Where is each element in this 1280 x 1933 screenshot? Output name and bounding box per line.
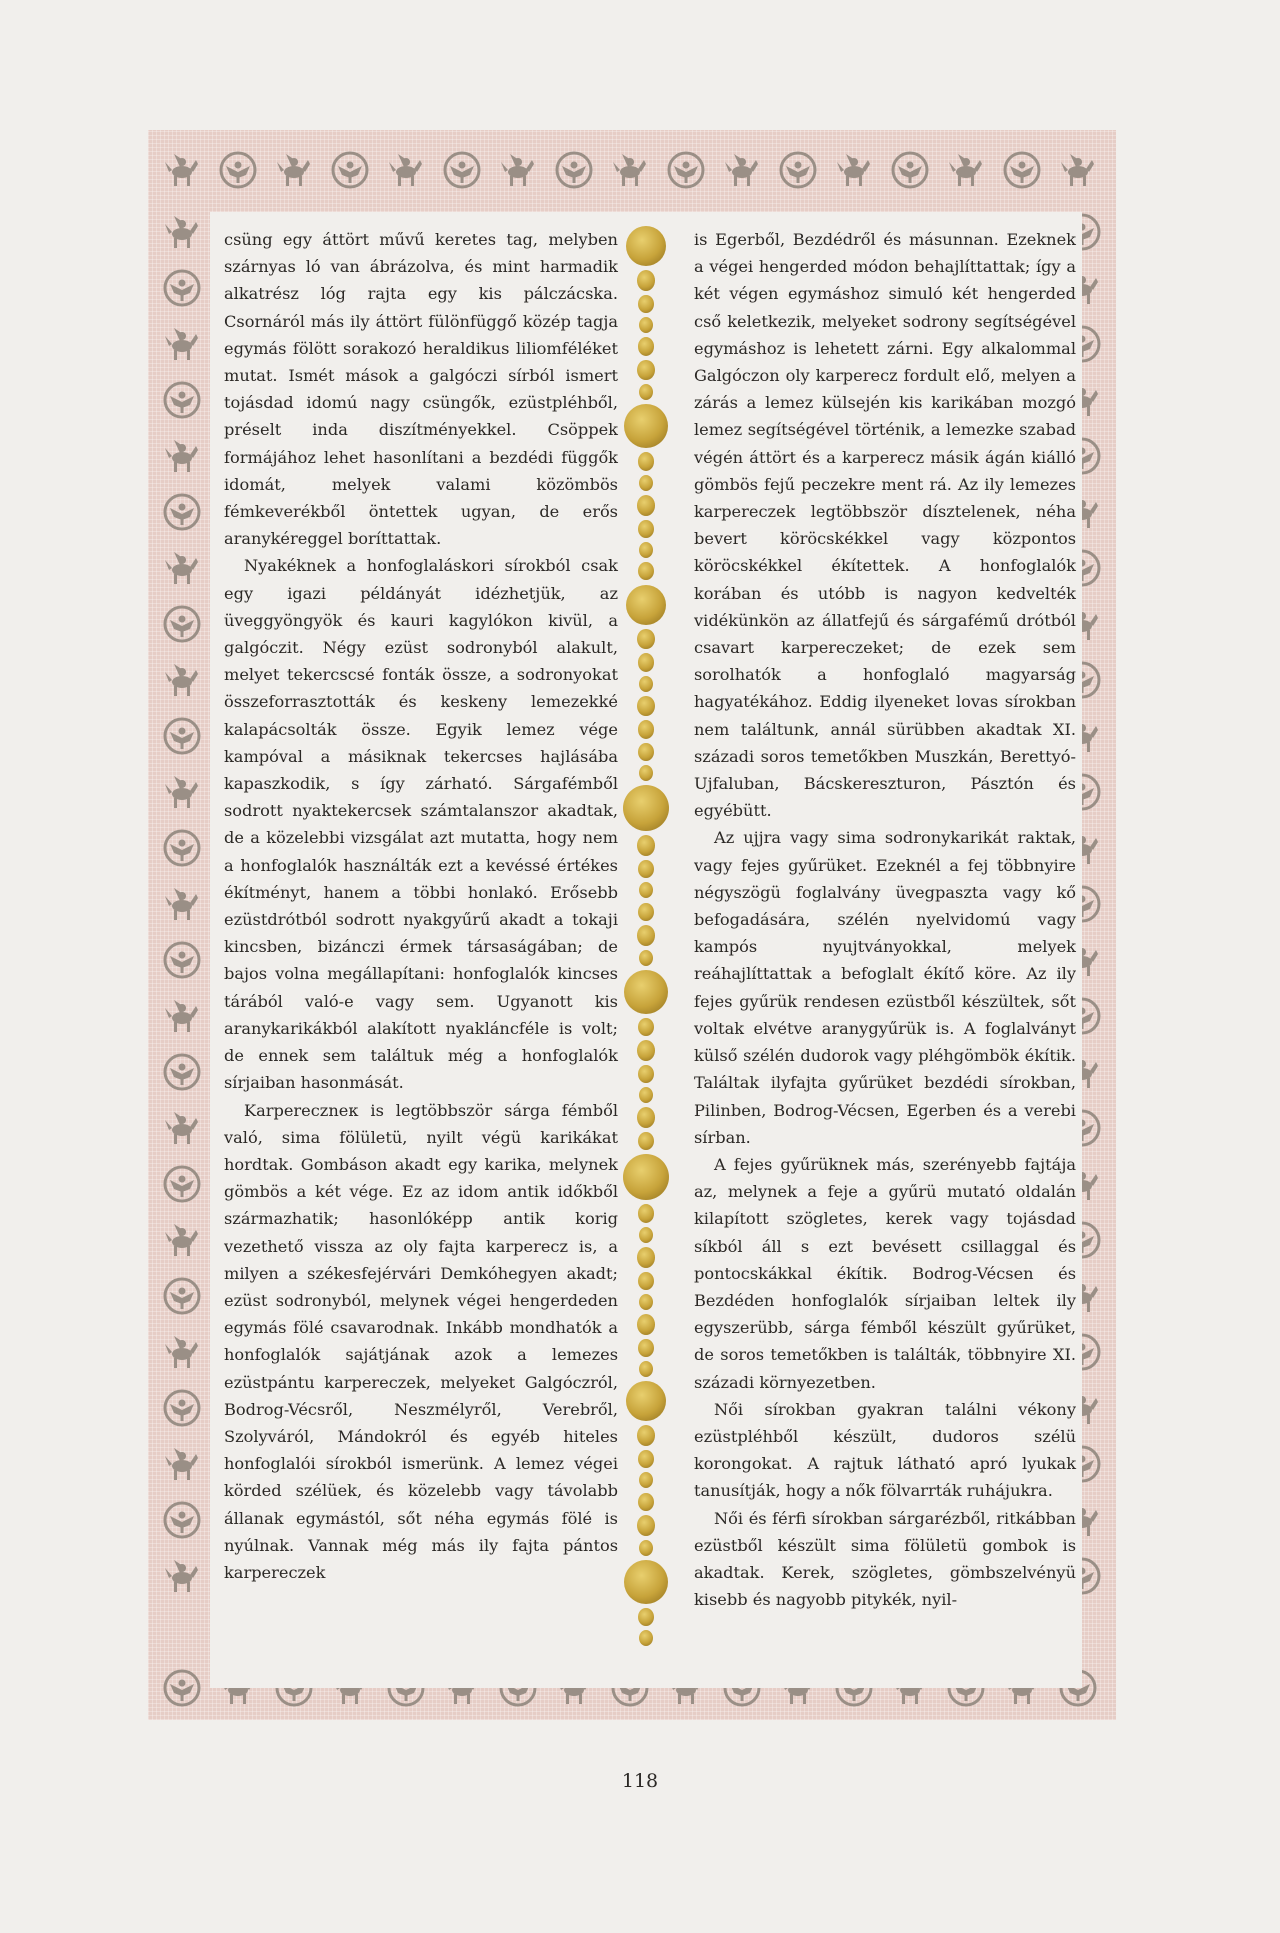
winged-horse-icon <box>160 1330 204 1374</box>
gold-bead <box>624 970 668 1014</box>
gold-bead <box>638 1272 654 1290</box>
gold-bead <box>637 1107 655 1128</box>
winged-horse-icon <box>160 546 204 590</box>
gold-bead <box>624 1560 668 1604</box>
winged-horse-icon <box>1056 148 1100 192</box>
gold-bead <box>637 360 655 381</box>
gold-bead <box>638 1065 654 1083</box>
gold-bead <box>637 495 655 516</box>
gold-bead <box>626 1381 666 1421</box>
gold-bead <box>626 585 666 625</box>
eagle-medallion-icon <box>888 148 932 192</box>
winged-horse-icon <box>496 148 540 192</box>
gold-bead <box>639 384 653 400</box>
right-paragraph-2: Az ujjra vagy sima sodronykarikát raktak, vagy fejes gyűrüket. Ezeknél a fej többnyire négyszögü foglalvány üvegpaszta vagy kő befogadására, szélén nyelvidomú vagy kampós nyujtványokkal, melyek reáhajlíttattak a befoglalt ékítő köre. Az ily fejes gyűrük rendesen ezüstből készültek, sőt voltak elvétve aranygyűrük is. A foglalványt külső szélén dudorok vagy pléhgömbök ékítik. Találtak ilyfajta gyűrüket bezdédi sírokban, Pilinben, Bodrog-Vécsen, Egerben és a verebi sírban. <box>694 828 1076 1147</box>
eagle-medallion-icon <box>160 1386 204 1430</box>
winged-horse-icon <box>720 148 764 192</box>
winged-horse-icon <box>160 1442 204 1486</box>
gold-bead <box>639 1540 653 1556</box>
winged-horse-icon <box>384 148 428 192</box>
winged-horse-icon <box>160 658 204 702</box>
gold-bead <box>639 950 653 966</box>
eagle-medallion-icon <box>160 1274 204 1318</box>
eagle-medallion-icon <box>160 714 204 758</box>
winged-horse-icon <box>832 148 876 192</box>
gold-bead <box>637 629 655 650</box>
eagle-medallion-icon <box>160 378 204 422</box>
eagle-medallion-icon <box>160 1498 204 1542</box>
eagle-medallion-icon <box>1000 148 1044 192</box>
gold-bead <box>638 337 654 355</box>
left-column <box>224 226 618 1586</box>
eagle-medallion-icon <box>160 1050 204 1094</box>
right-paragraph-5: Női és férfi sírokban sárgarézből, ritkábban ezüstből készült sima fölületü gombok is akadtak. Kerek, szögletes, gömbszelvényü kisebb és nagyobb pitykék, nyil- <box>694 1508 1076 1610</box>
gold-bead <box>623 1154 669 1200</box>
eagle-medallion-icon <box>160 1162 204 1206</box>
eagle-medallion-icon <box>440 148 484 192</box>
gold-bead <box>637 270 655 291</box>
gold-bead <box>637 925 655 946</box>
gold-bead <box>638 562 654 580</box>
eagle-medallion-icon <box>776 148 820 192</box>
eagle-medallion-icon <box>216 148 260 192</box>
eagle-medallion-icon <box>664 148 708 192</box>
eagle-medallion-icon <box>160 490 204 534</box>
gold-bead <box>638 1493 654 1511</box>
gold-bead <box>639 882 653 898</box>
gold-bead <box>639 1361 653 1377</box>
eagle-medallion-icon <box>160 266 204 310</box>
gold-bead <box>638 720 654 738</box>
gold-bead <box>638 1132 654 1150</box>
eagle-medallion-icon <box>160 826 204 870</box>
gold-bead <box>639 317 653 333</box>
gold-bead <box>639 542 653 558</box>
eagle-medallion-icon <box>552 148 596 192</box>
winged-horse-icon <box>160 770 204 814</box>
eagle-medallion-icon <box>160 938 204 982</box>
gold-bead <box>637 1314 655 1335</box>
gold-bead <box>626 226 666 266</box>
gold-bead <box>637 1425 655 1446</box>
gold-bead <box>639 1087 653 1103</box>
gold-bead <box>639 1227 653 1243</box>
gold-bead <box>637 1515 655 1536</box>
eagle-medallion-icon <box>160 1666 204 1710</box>
gold-bead <box>638 1608 654 1626</box>
gold-bead <box>638 653 654 671</box>
gold-bead <box>639 1294 653 1310</box>
winged-horse-icon <box>160 1218 204 1262</box>
winged-horse-icon <box>160 1106 204 1150</box>
gold-bead <box>638 295 654 313</box>
gold-bead <box>638 1204 654 1222</box>
gold-bead <box>637 835 655 856</box>
gold-bead <box>637 1247 655 1268</box>
winged-horse-icon <box>160 994 204 1038</box>
gold-bead <box>639 1630 653 1646</box>
gold-bead <box>638 860 654 878</box>
gold-bead <box>623 785 669 831</box>
right-paragraph-3: A fejes gyűrüknek más, szerényebb fajtája az, melynek a feje a gyűrü mutató oldalán kilapított szögletes, kerek vagy tojásdad síkból áll s ezt bevésett csillaggal és pontocskákkal ékítik. Bodrog-Vécsen és Bezdéden honfoglalók sírjaiban leltek ily egyszerübb, sárga fémből készült gyűrüket, de soros temetőkben is találták, többnyire XI. századi környezetben. <box>694 1154 1076 1392</box>
gold-bead <box>639 1472 653 1488</box>
gold-bead <box>638 1018 654 1036</box>
right-paragraph-1: is Egerből, Bezdédről és másunnan. Ezeknek a végei hengerded módon behajlíttattak; így a két végen egymáshoz simuló két hengerded cső keletkezik, melyeket sodrony segítségével egymáshoz is lehetett zárni. Egy alkalommal Galgóczon oly karperecz fordult elő, melyen a zárás a lemez külsején kis karikában mozgó lemez segítségével történik, a lemezke szabad végén áttört és a karperecz másik ágán kiálló gömbös fejű peczekre ment rá. Az ily lemezes karpereczek legtöbbször dísztelenek, néha bevert köröcskékkel vagy központos köröcskékkel ékítettek. A honfoglalók korában és utóbb is nagyon kedvelték vidékünkön az állatfejű és sárgafémű drótból csavart karpereczeket; de ezek sem sorolhatók a honfoglaló magyarság hagyatékához. Eddig ilyeneket lovas sírokban nem találtunk, annál sürübben akadtak XI. századi soros temetőkben Muszkán, Berettyó-Ujfaluban, Bácskereszturon, Pásztón és egyébütt. <box>694 230 1076 821</box>
winged-horse-icon <box>160 1554 204 1598</box>
gold-bead <box>638 452 654 470</box>
eagle-medallion-icon <box>160 602 204 646</box>
left-paragraph-2: Nyakéknek a honfoglaláskori sírokból csak egy igazi példányát idézhetjük, az üveggyöngyök és kauri kagylókon kivül, a galgóczit. Négy ezüst sodronyból alakult, melyet tekercscsé fonták össze, a sodronyokat összeforrasztották és keskeny lemezekké kalapácsolták össze. Egyik lemez vége kampóval a másiknak tekercses hajlásába kapaszkodik, s így zárható. Sárgafémből sodrott nyaktekercsek számtalanszor akadtak, de a közelebbi vizsgálat azt mutatta, hogy nem a honfoglalók használták ezt a kevéssé értékes ékítményt, hanem a többi honlakó. Erősebb ezüstdrótból sodrott nyakgyűrű akadt a tokaji kincsben, bizánczi érmek társaságában; de bajos volna megállapítani: honfoglalók kincses tárából való-e vagy sem. Ugyanott kis aranykarikákból alakított nyakláncféle is volt; de ennek sem találtuk még a honfoglalók sírjaiban hasonmását. <box>224 556 618 1093</box>
winged-horse-icon <box>160 322 204 366</box>
gold-bead <box>639 475 653 491</box>
gold-bead <box>637 1040 655 1061</box>
gold-bead <box>638 743 654 761</box>
winged-horse-icon <box>160 882 204 926</box>
gold-bead <box>638 903 654 921</box>
page-number: 118 <box>621 1770 659 1792</box>
gold-bead <box>638 1450 654 1468</box>
gold-bead <box>637 696 655 717</box>
gold-bead-chain-illustration <box>608 226 684 1666</box>
left-paragraph-1: csüng egy áttört művű keretes tag, melyben szárnyas ló van ábrázolva, és mint harmadik alkatrész lóg rajta egy kis pálczácska. Csornáról más ily áttört fülönfüggő közép tagja egymás fölött sorakozó heraldikus liliomféléket mutat. Ismét mások a galgóczi sírból ismert tojásdad idomú nagy csüngők, ezüstpléhből, préselt inda diszítményekkel. Csöppek formájához lehet hasonlítani a bezdédi függők idomát, melyek valami közömbös fémkeverékből öntettek ugyan, de erős aranykéreggel boríttattak. <box>224 230 618 549</box>
winged-horse-icon <box>944 148 988 192</box>
winged-horse-icon <box>608 148 652 192</box>
eagle-medallion-icon <box>328 148 372 192</box>
gold-bead <box>638 1339 654 1357</box>
winged-horse-icon <box>160 148 204 192</box>
winged-horse-icon <box>160 434 204 478</box>
gold-bead <box>624 404 668 448</box>
gold-bead <box>639 676 653 692</box>
winged-horse-icon <box>160 210 204 254</box>
gold-bead <box>639 765 653 781</box>
winged-horse-icon <box>272 148 316 192</box>
right-paragraph-4: Női sírokban gyakran találni vékony ezüstpléhből készült, dudoros szélü korongokat. A rajtuk látható apró lyukak tanusítják, hogy a nők fölvarrták ruhájukra. <box>694 1399 1076 1501</box>
right-column <box>694 226 1076 1613</box>
gold-bead <box>638 520 654 538</box>
left-paragraph-3: Karpereczneк is legtöbbször sárga fémből való, sima fölületü, nyilt végü karikákat hordtak. Gombáson akadt egy karika, melynek gömbös a két vége. Ez az idom antik időkből származhatik; hasonlóképp antik korig vezethető vissza az oly fajta karperecz is, a milyen a székesfejérvári Demkóhegyen akadt; ezüst sodronyból, melynek végei hengerdeden egymás fölé csavarodnak. Inkább mondhatók a honfoglalók sajátjának azok a lemezes ezüstpántu karpereczek, melyeket Galgóczról, Bodrog-Vécsről, Neszmélyről, Verebről, Szolyváról, Mándokról és egyéb hiteles honfoglalói sírokból ismerünk. A lemez végei körded szélüek, és közelebb vagy távolabb állanak egymástól, sőt néha egymás fölé is nyúlnak. Vannak még más ily fajta pántos karpereczek <box>224 1100 618 1582</box>
